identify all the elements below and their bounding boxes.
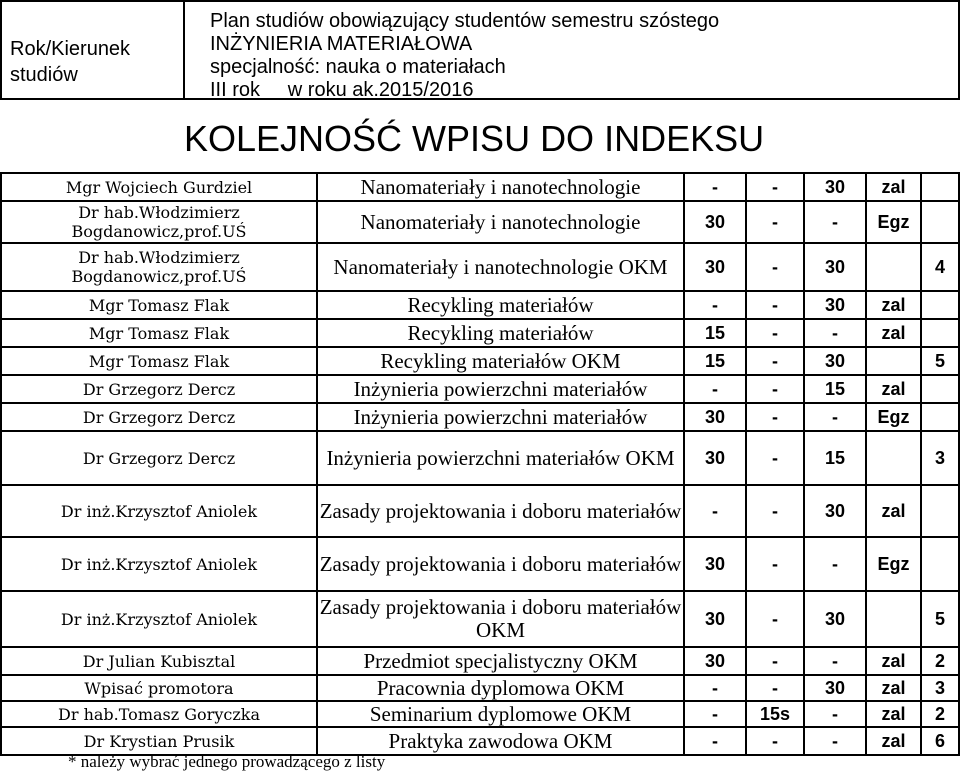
table-row <box>1 647 959 675</box>
lecture-hours-cell: 15 <box>684 319 746 347</box>
header-right-cell <box>183 0 960 100</box>
subject-cell: Recykling materiałów <box>317 319 684 347</box>
lab-hours-cell: - <box>804 537 866 591</box>
lecture-hours-cell: - <box>684 173 746 201</box>
form-cell: zal <box>866 675 921 701</box>
table-row <box>1 319 959 347</box>
form-cell: zal <box>866 647 921 675</box>
subject-cell: Nanomateriały i nanotechnologie <box>317 201 684 243</box>
ects-cell <box>921 403 959 431</box>
table-row <box>1 243 959 291</box>
exercise-hours-cell: - <box>746 727 804 755</box>
lab-hours-cell: - <box>804 201 866 243</box>
exercise-hours-cell: - <box>746 431 804 485</box>
lecture-hours-cell: - <box>684 291 746 319</box>
table-row <box>1 173 959 201</box>
lab-hours-cell: 30 <box>804 173 866 201</box>
table-row <box>1 347 959 375</box>
ects-cell: 5 <box>921 591 959 647</box>
form-cell: Egz <box>866 537 921 591</box>
lecture-hours-cell: 30 <box>684 591 746 647</box>
ects-cell: 3 <box>921 431 959 485</box>
table-row <box>1 431 959 485</box>
ects-cell: 5 <box>921 347 959 375</box>
lecture-hours-cell: - <box>684 675 746 701</box>
form-cell: zal <box>866 375 921 403</box>
header-left-cell <box>0 0 185 100</box>
form-cell <box>866 243 921 291</box>
lecture-hours-cell: 30 <box>684 243 746 291</box>
header-line-3: specjalność: nauka o materiałach <box>210 56 506 78</box>
exercise-hours-cell: - <box>746 243 804 291</box>
lab-hours-cell: 15 <box>804 375 866 403</box>
exercise-hours-cell: - <box>746 375 804 403</box>
subject-cell: Nanomateriały i nanotechnologie <box>317 173 684 201</box>
teacher-cell: Dr inż.Krzysztof Aniolek <box>1 537 317 591</box>
lab-hours-cell: 15 <box>804 431 866 485</box>
ects-cell: 2 <box>921 647 959 675</box>
ects-cell <box>921 201 959 243</box>
header-line-4: III rok w roku ak.2015/2016 <box>210 79 474 101</box>
subject-cell: Nanomateriały i nanotechnologie OKM <box>317 243 684 291</box>
lab-hours-cell: - <box>804 403 866 431</box>
table-row <box>1 727 959 755</box>
exercise-hours-cell: - <box>746 173 804 201</box>
lecture-hours-cell: 30 <box>684 431 746 485</box>
table-row <box>1 485 959 537</box>
form-cell: Egz <box>866 201 921 243</box>
exercise-hours-cell: 15s <box>746 701 804 727</box>
subject-cell: Praktyka zawodowa OKM <box>317 727 684 755</box>
form-cell: zal <box>866 173 921 201</box>
subject-cell: Przedmiot specjalistyczny OKM <box>317 647 684 675</box>
schedule-body <box>1 173 959 755</box>
subject-cell: Recykling materiałów OKM <box>317 347 684 375</box>
teacher-cell: Dr Grzegorz Dercz <box>1 431 317 485</box>
form-cell: zal <box>866 701 921 727</box>
form-cell: zal <box>866 727 921 755</box>
exercise-hours-cell: - <box>746 291 804 319</box>
ects-cell <box>921 291 959 319</box>
subject-cell: Zasady projektowania i doboru materiałów OKM <box>317 591 684 647</box>
exercise-hours-cell: - <box>746 319 804 347</box>
subject-cell: Zasady projektowania i doboru materiałów <box>317 485 684 537</box>
table-row <box>1 537 959 591</box>
lab-hours-cell: 30 <box>804 591 866 647</box>
lab-hours-cell: - <box>804 701 866 727</box>
footnote: * należy wybrać jednego prowadzącego z listy <box>68 752 386 771</box>
header-left-label <box>10 36 130 88</box>
lab-hours-cell: - <box>804 727 866 755</box>
teacher-cell: Mgr Tomasz Flak <box>1 291 317 319</box>
exercise-hours-cell: - <box>746 347 804 375</box>
exercise-hours-cell: - <box>746 647 804 675</box>
lecture-hours-cell: - <box>684 375 746 403</box>
form-cell: zal <box>866 485 921 537</box>
ects-cell: 6 <box>921 727 959 755</box>
lecture-hours-cell: - <box>684 485 746 537</box>
subject-cell: Zasady projektowania i doboru materiałów <box>317 537 684 591</box>
lecture-hours-cell: - <box>684 727 746 755</box>
ects-cell: 2 <box>921 701 959 727</box>
lecture-hours-cell: 30 <box>684 403 746 431</box>
lab-hours-cell: - <box>804 319 866 347</box>
exercise-hours-cell: - <box>746 201 804 243</box>
table-row <box>1 403 959 431</box>
teacher-cell: Dr inż.Krzysztof Aniolek <box>1 591 317 647</box>
teacher-cell: Dr Grzegorz Dercz <box>1 375 317 403</box>
lecture-hours-cell: 15 <box>684 347 746 375</box>
lab-hours-cell: 30 <box>804 243 866 291</box>
header-line-2: INŻYNIERIA MATERIAŁOWA <box>210 33 473 55</box>
ects-cell <box>921 375 959 403</box>
lecture-hours-cell: - <box>684 701 746 727</box>
section-title <box>183 118 960 160</box>
exercise-hours-cell: - <box>746 485 804 537</box>
lab-hours-cell: 30 <box>804 347 866 375</box>
teacher-cell: Dr hab.Tomasz Goryczka <box>1 701 317 727</box>
header-left-line2: studiów <box>10 64 78 86</box>
lab-hours-cell: - <box>804 647 866 675</box>
ects-cell <box>921 173 959 201</box>
header-line-1: Plan studiów obowiązujący studentów semestru szóstego <box>210 10 720 32</box>
form-cell <box>866 347 921 375</box>
subject-cell: Seminarium dyplomowe OKM <box>317 701 684 727</box>
teacher-cell: Mgr Tomasz Flak <box>1 319 317 347</box>
header-left-line1: Rok/Kierunek <box>10 38 131 60</box>
lecture-hours-cell: 30 <box>684 537 746 591</box>
form-cell <box>866 591 921 647</box>
teacher-cell: Mgr Wojciech Gurdziel <box>1 173 317 201</box>
teacher-cell: Dr hab.Włodzimierz Bogdanowicz,prof.UŚ <box>1 201 317 243</box>
table-row <box>1 675 959 701</box>
teacher-cell: Dr hab.Włodzimierz Bogdanowicz,prof.UŚ <box>1 243 317 291</box>
ects-cell <box>921 537 959 591</box>
table-row <box>1 291 959 319</box>
ects-cell: 4 <box>921 243 959 291</box>
lab-hours-cell: 30 <box>804 675 866 701</box>
teacher-cell: Dr Grzegorz Dercz <box>1 403 317 431</box>
exercise-hours-cell: - <box>746 591 804 647</box>
subject-cell: Pracownia dyplomowa OKM <box>317 675 684 701</box>
subject-cell: Inżynieria powierzchni materiałów <box>317 375 684 403</box>
exercise-hours-cell: - <box>746 675 804 701</box>
lab-hours-cell: 30 <box>804 291 866 319</box>
teacher-cell: Wpisać promotora <box>1 675 317 701</box>
table-row <box>1 591 959 647</box>
teacher-cell: Dr inż.Krzysztof Aniolek <box>1 485 317 537</box>
form-cell: zal <box>866 291 921 319</box>
table-row <box>1 375 959 403</box>
schedule-table <box>0 172 960 756</box>
form-cell: Egz <box>866 403 921 431</box>
ects-cell <box>921 485 959 537</box>
ects-cell: 3 <box>921 675 959 701</box>
subject-cell: Recykling materiałów <box>317 291 684 319</box>
exercise-hours-cell: - <box>746 537 804 591</box>
subject-cell: Inżynieria powierzchni materiałów OKM <box>317 431 684 485</box>
teacher-cell: Dr Krystian Prusik <box>1 727 317 755</box>
teacher-cell: Dr Julian Kubisztal <box>1 647 317 675</box>
lab-hours-cell: 30 <box>804 485 866 537</box>
lecture-hours-cell: 30 <box>684 201 746 243</box>
table-row <box>1 201 959 243</box>
lecture-hours-cell: 30 <box>684 647 746 675</box>
form-cell: zal <box>866 319 921 347</box>
subject-cell: Inżynieria powierzchni materiałów <box>317 403 684 431</box>
section-title-text: KOLEJNOŚĆ WPISU DO INDEKSU <box>184 118 765 159</box>
form-cell <box>866 431 921 485</box>
teacher-cell: Mgr Tomasz Flak <box>1 347 317 375</box>
exercise-hours-cell: - <box>746 403 804 431</box>
table-row <box>1 701 959 727</box>
ects-cell <box>921 319 959 347</box>
